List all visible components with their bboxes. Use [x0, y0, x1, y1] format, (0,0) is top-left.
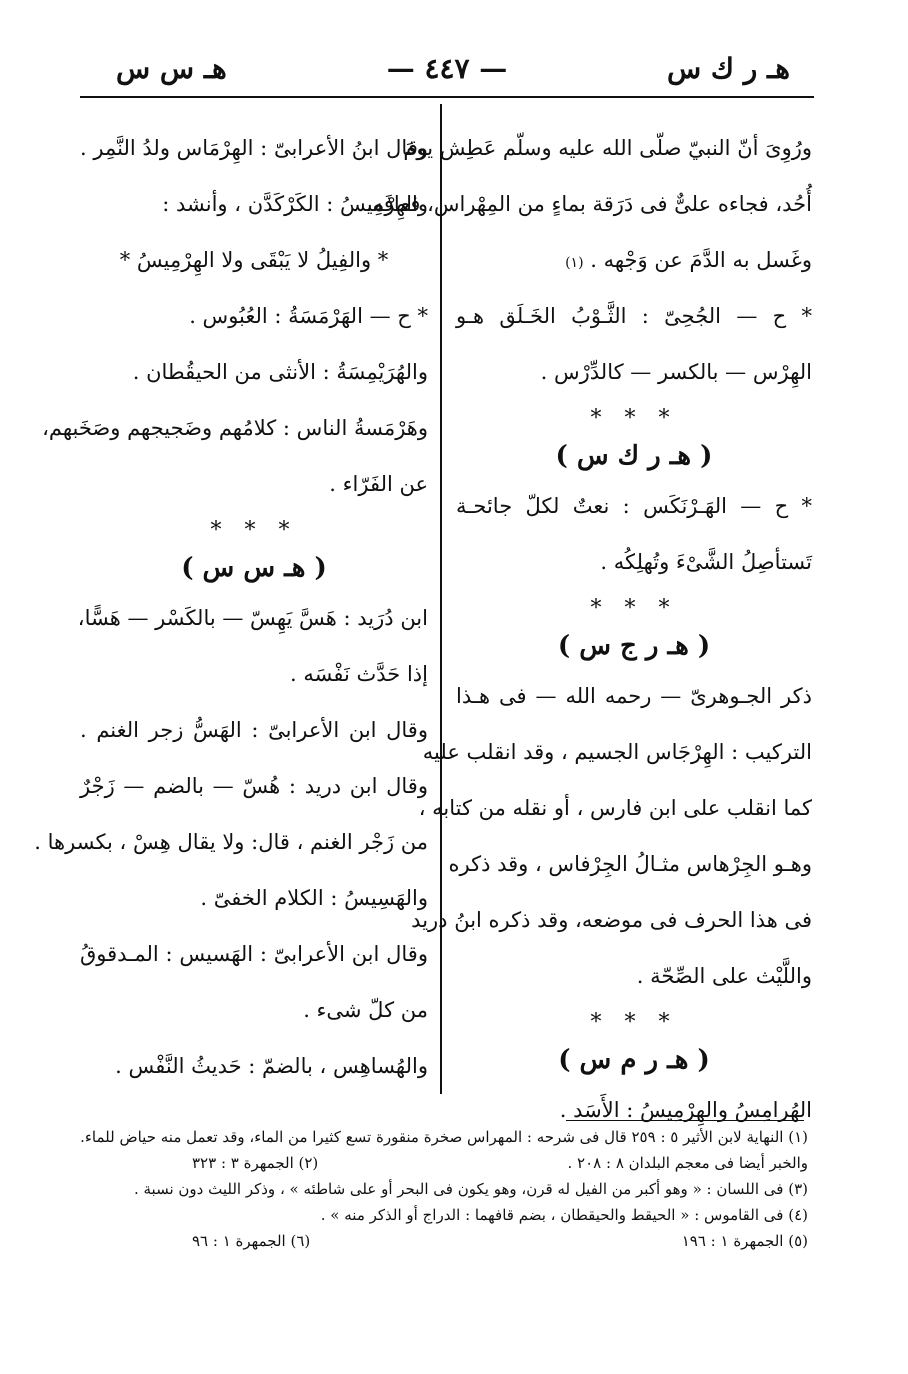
text-line: وقال ابن الأعرابىّ : الهَسُّ زجر الغنم .: [80, 718, 428, 742]
text-line: وهـو الجِرْهاس مثـالُ الجِرْفاس ، وقد ذكره: [448, 852, 812, 876]
text-line: من كلّ شىء .: [303, 998, 428, 1022]
header-left-root: هـ س س: [116, 52, 227, 85]
footnote-row: [72, 1150, 808, 1176]
text-line: [456, 232, 812, 288]
footnote: والخبر أيضا فى معجم البلدان ٨ : ٢٠٨ .: [567, 1154, 808, 1172]
text-line: والهِرْمِيسُ : الكَرْكَدَّن ، وأنشد :: [162, 192, 428, 216]
section-separator: * * *: [590, 1010, 678, 1035]
footnote-row: [72, 1228, 808, 1254]
footnote: (٣) فى اللسان : « وهو أكبر من الفيل له قرن، وهو يكون فى البحر أو على شاطئه » ، وذكر الليث دون نسبة .: [133, 1180, 808, 1198]
text-line: ذكر الجـوهرىّ — رحمه الله — فى هـذا: [456, 684, 812, 708]
entry-heading: ( هـ ر ج س ): [557, 631, 711, 661]
footnotes: [72, 1124, 808, 1254]
verse-line: * والفِيلُ لا يَبْقَى ولا الهِرْمِيسُ *: [119, 248, 389, 272]
text-line: إذا حَدَّث نَفْسَه .: [290, 662, 428, 686]
footnote: (٤) فى القاموس : « الحيقط والحيقطان ، بضم قافهما : الدراج أو الذكر منه » .: [320, 1206, 808, 1224]
text-line: وقال ابن الأعرابىّ : الهَسيس : المـدقوقُ: [80, 942, 428, 966]
footnote-marker: (١): [565, 255, 584, 271]
footnote-rule: [566, 1120, 804, 1121]
header-rule: [80, 96, 814, 98]
text-line-content: وغَسل به الدَّمَ عن وَجْهه .: [590, 248, 812, 272]
text-line: كما انقلب على ابن فارس ، أو نقله من كتابه ،: [418, 796, 812, 820]
text-line: تَستأصِلُ الشَّىْءَ وتُهلِكُه .: [600, 550, 812, 574]
text-line: ابن دُرَيد : هَسَّ يَهِسّ — بالكَسْر — هَسًّا،: [77, 606, 428, 630]
footnote: (٢) الجمهرة ٣ : ٣٢٣: [192, 1154, 319, 1172]
text-line: وقال ابن دريد : هُسّ — بالضم — زَجْرٌ: [80, 774, 428, 798]
text-line: * ح — الهَرْمَسَةُ : العُبُوس .: [189, 304, 428, 328]
text-line: عن الفَرّاء .: [329, 472, 428, 496]
entry-heading: ( هـ ر م س ): [558, 1045, 710, 1075]
text-line: ورُوِىَ أنّ النبيّ صلّى الله عليه وسلّم عَطِش يومَ: [403, 136, 812, 160]
text-line: وهَرْمَسةُ الناس : كلامُهم وضَجيجهم وصَخَبهم،: [42, 416, 428, 440]
text-line: واللَّيْث على الصِّحّة .: [636, 964, 812, 988]
text-line: الهِرْس — بالكسر — كالدِّرْس .: [540, 360, 812, 384]
section-separator: * * *: [590, 406, 678, 431]
text-line: الهُرامِسُ والهِرْمِيسُ : الأَسَد .: [559, 1098, 812, 1122]
entry-heading: ( هـ س س ): [181, 553, 327, 583]
header-right-root: هـ ر ك س: [667, 52, 790, 85]
text-line: والهُرَيْمِسَةُ : الأنثى من الحيقُطان .: [132, 360, 428, 384]
footnote: (٦) الجمهرة ١ : ٩٦: [192, 1232, 311, 1250]
text-line: أُحُد، فجاءه علىٌّ فى دَرَقة بماءٍ من المِهْراس، فعافَه،: [365, 192, 812, 216]
text-line: فى هذا الحرف فى موضعه، وقد ذكره ابنُ دريد: [411, 908, 812, 932]
text-line: من زَجْر الغنم ، قال: ولا يقال هِسْ ، بكسرها .: [34, 830, 428, 854]
text-line: التركيب : الهِرْجَاس الجسيم ، وقد انقلب عليه: [422, 740, 812, 764]
footnote: (١) النهاية لابن الأثير ٥ : ٢٥٩ قال فى شرحه : المهراس صخرة منقورة تسع كثيرا من الماء، وقد تعمل منه حياض للماء.: [80, 1128, 808, 1146]
page-number: — ٤٤٧ —: [386, 52, 508, 85]
text-line: والهُساهِس ، بالضمّ : حَديثُ النَّفْس .: [115, 1054, 428, 1078]
text-line: والهَسِيسُ : الكلام الخفىّ .: [200, 886, 428, 910]
text-line: * ح — الجُحِىّ : الثَّـوْبُ الخَـلَق هـو: [456, 304, 812, 328]
section-separator: * * *: [210, 518, 298, 543]
page-header: [80, 52, 814, 96]
left-column: [34, 120, 428, 1094]
section-separator: * * *: [590, 596, 678, 621]
text-line: * ح — الهَـرْنَكَس : نعتٌ لكلّ جائحـة: [456, 494, 812, 518]
footnote: (٥) الجمهرة ١ : ١٩٦: [681, 1232, 808, 1250]
text-line: وقال ابنُ الأعرابىّ : الهِرْمَاس ولدُ النَّمِر .: [80, 136, 428, 160]
entry-heading: ( هـ ر ك س ): [555, 441, 713, 471]
